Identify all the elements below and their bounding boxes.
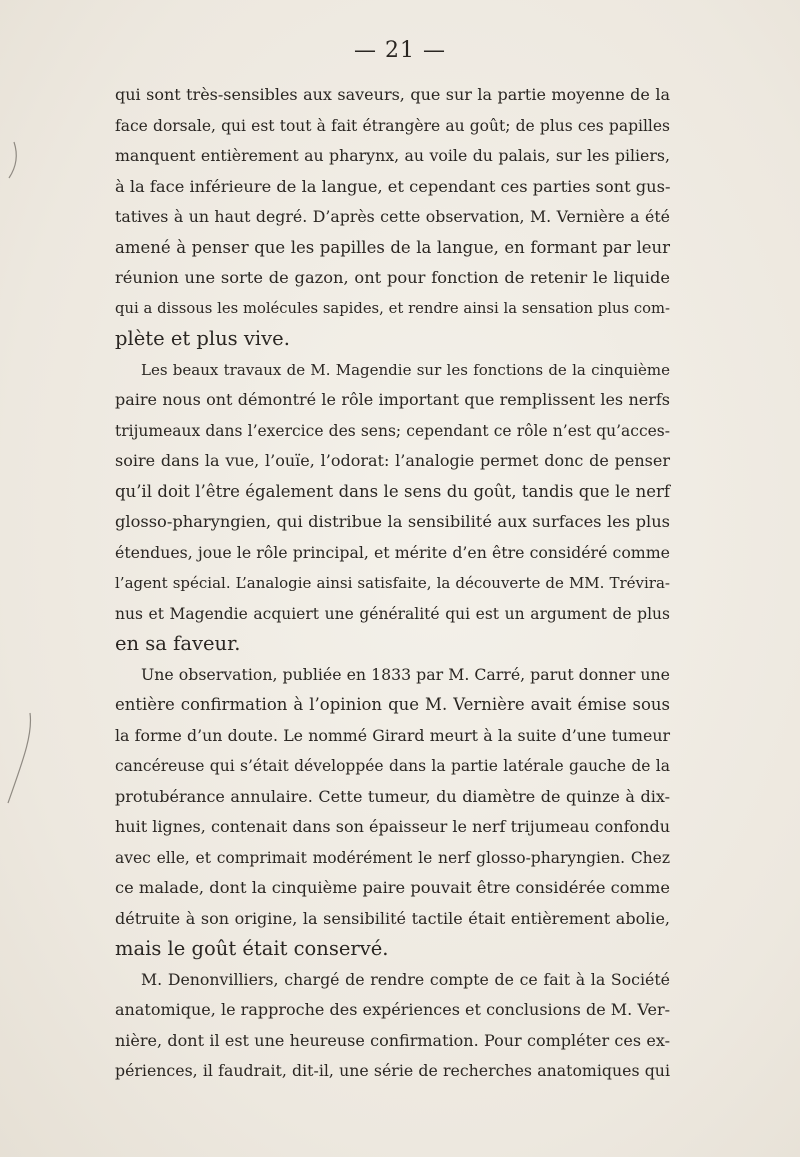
- page-number: — 21 —: [354, 38, 446, 63]
- text-line: nière, dont il est une heureuse confirmation. Pour compléter ces ex-: [115, 1030, 670, 1050]
- text-line: nus et Magendie acquiert une généralité qui est un argument de plus: [115, 604, 670, 623]
- text-line: qui sont très-sensibles aux saveurs, que sur la partie moyenne de la: [115, 85, 670, 104]
- text-line: M. Denonvilliers, chargé de rendre compte de ce fait à la Société: [141, 969, 670, 989]
- text-line: huit lignes, contenait dans son épaisseur le nerf trijumeau confondu: [115, 817, 670, 836]
- text-line: en sa faveur.: [115, 632, 241, 655]
- text-line: la forme d’un doute. Le nommé Girard meurt à la suite d’une tumeur: [115, 725, 670, 745]
- text-line: manquent entièrement au pharynx, au voile du palais, sur les piliers,: [115, 146, 670, 165]
- text-line: entière confirmation à l’opinion que M. Vernière avait émise sous: [115, 695, 670, 714]
- text-line: cancéreuse qui s’était développée dans la partie latérale gauche de la: [115, 757, 670, 775]
- text-line: trijumeaux dans l’exercice des sens; cependant ce rôle n’est qu’acces-: [115, 421, 670, 440]
- text-line: soire dans la vue, l’ouïe, l’odorat: l’analogie permet donc de penser: [115, 451, 670, 470]
- text-line: étendues, joue le rôle principal, et mérite d’en être considéré comme: [115, 542, 670, 562]
- text-line: mais le goût était conservé.: [115, 937, 389, 960]
- paragraph-4: [115, 965, 670, 1087]
- paragraph-3: [115, 660, 670, 965]
- text-line: périences, il faudrait, dit-il, une série de recherches anatomiques qui: [115, 1061, 670, 1080]
- text-line: qu’il doit l’être également dans le sens du goût, tandis que le nerf: [115, 481, 670, 501]
- paragraph-1: [115, 80, 670, 355]
- text-line: ce malade, dont la cinquième paire pouvait être considérée comme: [115, 878, 670, 897]
- text-line: avec elle, et comprimait modérément le nerf glosso-pharyngien. Chez: [115, 848, 670, 867]
- text-line: amené à penser que les papilles de la langue, en formant par leur: [115, 237, 670, 257]
- text-line: anatomique, le rapproche des expériences et conclusions de M. Ver-: [115, 1000, 670, 1019]
- margin-pencil-mark-top: [0, 120, 40, 200]
- text-line: à la face inférieure de la langue, et cependant ces parties sont gus-: [115, 176, 671, 196]
- text-line: tatives à un haut degré. D’après cette observation, M. Vernière a été: [115, 207, 670, 226]
- text-line: glosso-pharyngien, qui distribue la sensibilité aux surfaces les plus: [115, 512, 670, 531]
- text-line: protubérance annulaire. Cette tumeur, du diamètre de quinze à dix-: [115, 786, 670, 806]
- text-line: Une observation, publiée en 1833 par M. Carré, parut donner une: [141, 664, 670, 684]
- margin-pencil-mark-bottom: [0, 705, 40, 825]
- text-line: paire nous ont démontré le rôle important que remplissent les nerfs: [115, 390, 670, 409]
- text-line: réunion une sorte de gazon, ont pour fonction de retenir le liquide: [115, 268, 670, 287]
- body-text: [115, 80, 670, 1087]
- text-line: plète et plus vive.: [115, 327, 290, 350]
- text-line: qui a dissous les molécules sapides, et rendre ainsi la sensation plus com-: [115, 299, 670, 317]
- text-line: Les beaux travaux de M. Magendie sur les fonctions de la cinquième: [141, 360, 670, 379]
- text-line: détruite à son origine, la sensibilité tactile était entièrement abolie,: [115, 908, 670, 928]
- text-line: l’agent spécial. L’analogie ainsi satisfaite, la découverte de MM. Trévira-: [115, 574, 670, 592]
- paragraph-2: [115, 355, 670, 660]
- text-line: face dorsale, qui est tout à fait étrangère au goût; de plus ces papilles: [115, 116, 670, 135]
